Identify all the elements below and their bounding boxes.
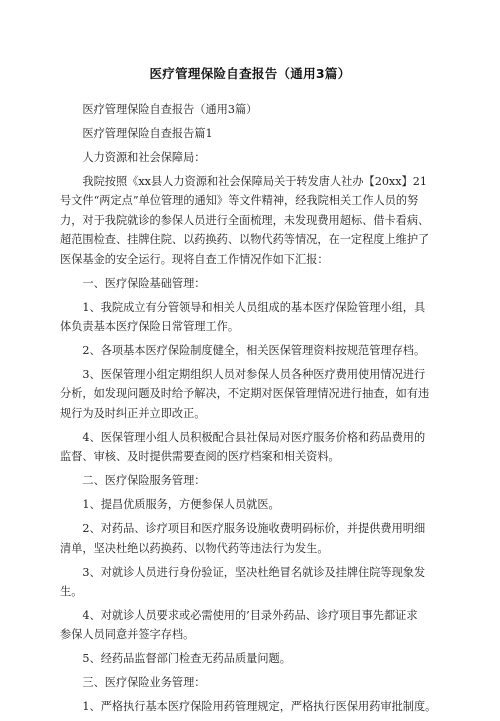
paragraph-line: 4、对就诊人员要求或必需使用的’目录外药品、诊疗项目事先都证求 xyxy=(82,609,418,623)
paragraph xyxy=(60,697,445,716)
paragraph-line: 二、医疗保险服务管理： xyxy=(82,474,206,488)
paragraph-line: 2、各项基本医疗保险制度健全，相关医保管理资料按规范管理存档。 xyxy=(82,344,426,358)
paragraph xyxy=(60,298,445,337)
paragraph-line: 一、医疗保险基础管理： xyxy=(82,276,206,290)
paragraph-line: 3、医保管理小组定期组织人员对参保人员各种医疗费用使用情况进行 xyxy=(82,368,426,382)
paragraph-line: 3、对就诊人员进行身份验证，坚决杜绝冒名就诊及挂牌住院等现象发 xyxy=(82,565,426,579)
paragraph-line: 我院按照《xx县人力资源和社会保障局关于转发唐人社办【20xx】21 xyxy=(82,175,427,188)
paragraph-line: 医疗管理保险自查报告篇1 xyxy=(82,127,213,140)
paragraph xyxy=(60,172,445,269)
paragraph xyxy=(60,365,445,423)
paragraph-line: 1、严格执行基本医疗保险用药管理规定，严格执行医保用药审批制度。 xyxy=(82,700,437,714)
paragraph-line: 分析，如发现问题及时给予解决，不定期对医保管理情况进行抽查，如有违 xyxy=(60,387,430,401)
paragraph xyxy=(60,124,445,143)
paragraph xyxy=(60,274,445,293)
paragraph-line: 清单，坚决杜绝以药换药、以物代药等违法行为发生。 xyxy=(60,541,329,555)
paragraph-line: 医保基金的安全运行。现将自查工作情况作如下汇报： xyxy=(60,252,329,266)
paragraph xyxy=(60,606,445,645)
paragraph xyxy=(60,649,445,668)
paragraph-line: 力，对于我院就诊的参保人员进行全面梳理，未发现费用超标、借卡看病、 xyxy=(60,213,430,227)
paragraph-line: 医疗管理保险自查报告（通用3篇） xyxy=(82,103,258,116)
paragraph-line: 1、提昌优质服务，方便参保人员就医。 xyxy=(82,498,280,512)
paragraph xyxy=(60,148,445,167)
document-title: 医疗管理保险自查报告（通用3篇） xyxy=(149,66,351,81)
paragraph-line: 监督、审核、及时提供需要查阅的医疗档案和相关资料。 xyxy=(60,450,340,464)
paragraph xyxy=(60,673,445,692)
paragraph-line: 1、我院成立有分管领导和相关人员组成的基本医疗保险管理小组，具 xyxy=(82,300,426,314)
paragraph xyxy=(60,341,445,360)
paragraph-line: 4、医保管理小组人员积极配合县社保局对医疗服务价格和药品费用的 xyxy=(82,430,426,444)
paragraph xyxy=(60,100,445,119)
paragraph xyxy=(60,428,445,467)
paragraph xyxy=(60,495,445,514)
document-body xyxy=(60,100,445,721)
paragraph xyxy=(60,471,445,490)
paragraph xyxy=(60,563,445,602)
paragraph-line: 生。 xyxy=(60,585,83,599)
paragraph-line: 2、对药品、诊疗项目和医疗服务设施收费明码标价，并提供费用明细 xyxy=(82,522,426,536)
paragraph-line: 体负责基本医疗保险日常管理工作。 xyxy=(60,320,240,334)
paragraph-line: 规行为及时纠正并立即改正。 xyxy=(60,406,206,420)
paragraph-line: 5、经药品监督部门检查无药品质量问题。 xyxy=(82,652,291,666)
paragraph-line: 号文件“两定点”单位管理的通知》等文件精神，经我院相关工作人员的努 xyxy=(60,194,419,208)
paragraph xyxy=(60,519,445,558)
paragraph-line: 参保人员同意并签字存档。 xyxy=(60,628,195,642)
paragraph-line: 超范围检查、挂牌住院、以药换药、以物代药等情况，在一定程度上维护了 xyxy=(60,233,430,247)
paragraph-line: 人力资源和社会保障局： xyxy=(82,151,206,164)
paragraph-line: 三、医疗保险业务管理： xyxy=(82,676,206,690)
